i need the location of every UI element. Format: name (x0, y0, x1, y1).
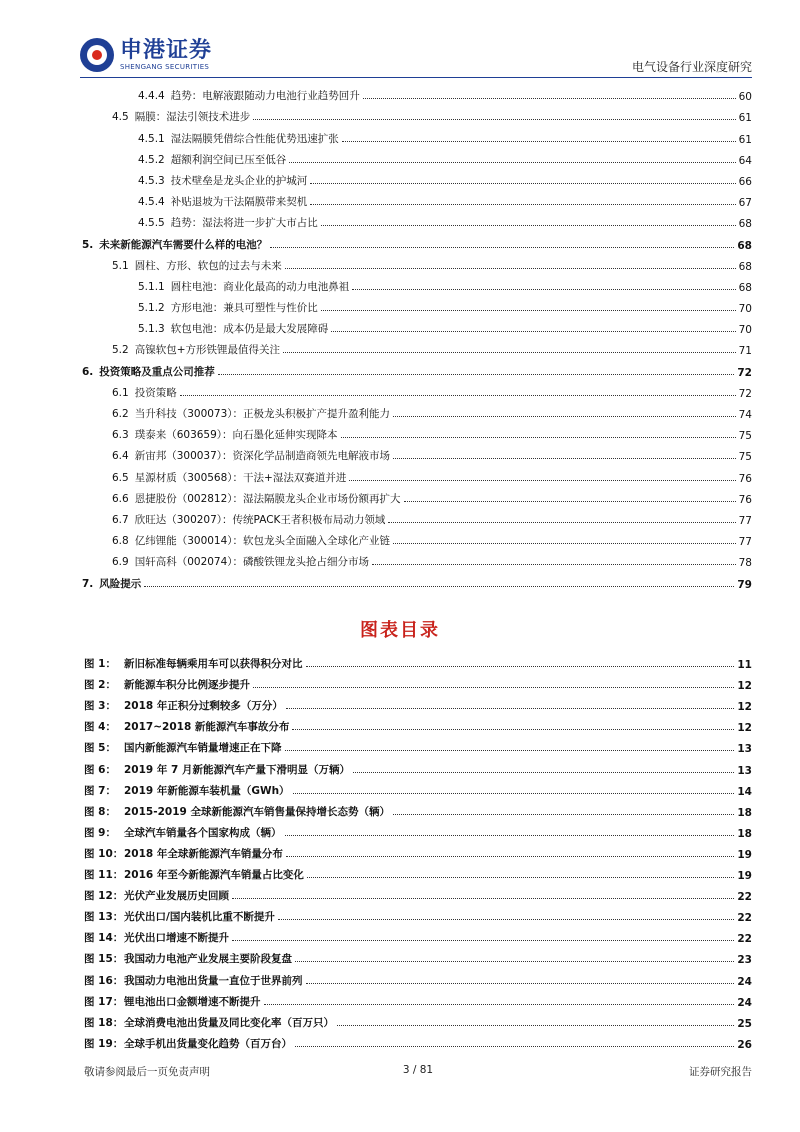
figure-number: 图 5： (84, 742, 116, 755)
figure-title: 2018 年正积分过剩较多（万分） (124, 700, 283, 713)
figure-number: 图 12： (84, 890, 124, 903)
figure-page: 13 (737, 743, 752, 756)
company-logo (80, 38, 212, 72)
toc-entry-title: 软包电池：成本仍是最大发展障碍 (170, 323, 329, 336)
toc-entry[interactable] (80, 146, 752, 167)
toc-entry-title: 技术壁垒是龙头企业的护城河 (170, 174, 308, 187)
dot-leader (285, 750, 735, 751)
toc-entry[interactable] (80, 230, 752, 251)
figure-title: 全球手机出货量变化趋势（百万台） (124, 1037, 292, 1050)
figure-page: 19 (737, 870, 752, 883)
figure-title: 2016 年至今新能源汽车销量占比变化 (124, 869, 304, 882)
figure-number: 图 14： (84, 932, 124, 945)
dot-leader (286, 708, 734, 709)
dot-leader (232, 898, 734, 899)
toc-entry-title: 高镍软包+方形铁锂最值得关注 (134, 344, 281, 357)
dot-leader (295, 1046, 734, 1047)
header-divider (80, 77, 752, 78)
figure-number: 图 7： (84, 784, 116, 797)
logo-emblem-icon (80, 38, 114, 72)
toc-entry-title: 趋势：湿法将进一步扩大市占比 (170, 217, 318, 230)
figure-number: 图 8： (84, 805, 116, 818)
report-category-title: 电气设备行业深度研究 (631, 60, 752, 74)
dot-leader (321, 310, 736, 311)
figure-entry[interactable] (84, 692, 752, 713)
toc-entry[interactable] (80, 252, 752, 273)
dot-leader (310, 183, 735, 184)
toc-entry-number: 5.1 (112, 259, 129, 272)
dot-leader (306, 666, 735, 667)
toc-entry[interactable] (80, 379, 752, 400)
dot-leader (283, 352, 736, 353)
toc-entry-number: 5.1.3 (138, 323, 165, 336)
toc-entry-page: 76 (738, 472, 752, 485)
toc-entry-title: 亿纬锂能（300014）：软包龙头全面融入全球化产业链 (134, 535, 391, 548)
toc-entry-page: 68 (737, 239, 752, 252)
toc-entry[interactable] (80, 167, 752, 188)
dot-leader (270, 247, 734, 248)
toc-entry-title: 欣旺达（300207）：传统PACK王者积极布局动力领域 (134, 513, 386, 526)
toc-entry[interactable] (80, 336, 752, 357)
toc-entry-page: 72 (737, 366, 752, 379)
figure-number: 图 18： (84, 1016, 124, 1029)
figure-page: 22 (737, 891, 752, 904)
figure-title: 全球汽车销量各个国家构成（辆） (124, 826, 282, 839)
figure-title: 全球消费电池出货量及同比变化率（百万只） (124, 1016, 334, 1029)
figure-entry[interactable] (84, 777, 752, 798)
dot-leader (352, 289, 735, 290)
dot-leader (285, 268, 736, 269)
dot-leader (285, 835, 735, 836)
dot-leader (353, 772, 734, 773)
toc-entry-title: 国轩高科（002074）：磷酸铁锂龙头抢占细分市场 (134, 556, 370, 569)
figures-heading: 图表目录 (360, 620, 440, 641)
toc-entry[interactable] (80, 357, 752, 378)
report-type: 证券研究报告 (689, 1066, 752, 1078)
toc-entry[interactable] (80, 124, 752, 145)
toc-entry-title: 隔膜：湿法引领技术进步 (134, 111, 251, 124)
dot-leader (232, 940, 734, 941)
dot-leader (295, 961, 734, 962)
figure-page: 22 (737, 912, 752, 925)
toc-entry-title: 超额利润空间已压至低谷 (170, 153, 287, 166)
figure-entry[interactable] (84, 1009, 752, 1030)
toc-entry-title: 投资策略 (134, 386, 177, 399)
dot-leader (349, 480, 735, 481)
toc-entry-title: 新宙邦（300037）：资深化学品制造商领先电解液市场 (134, 450, 391, 463)
figure-entry[interactable] (84, 924, 752, 945)
toc-entry-page: 67 (738, 197, 752, 210)
dot-leader (253, 119, 735, 120)
dot-leader (341, 437, 736, 438)
list-of-figures (84, 650, 752, 1051)
toc-entry-page: 70 (738, 303, 752, 316)
toc-entry-number: 6.8 (112, 535, 129, 548)
figure-page: 25 (737, 1017, 752, 1030)
toc-entry-number: 4.5 (112, 111, 129, 124)
toc-entry-number: 6. (82, 365, 94, 378)
toc-entry[interactable] (80, 463, 752, 484)
toc-entry-page: 64 (738, 154, 752, 167)
toc-entry-title: 方形电池：兼具可塑性与性价比 (170, 302, 318, 315)
toc-entry-title: 投资策略及重点公司推荐 (99, 365, 215, 378)
toc-entry-page: 68 (738, 281, 752, 294)
dot-leader (253, 687, 734, 688)
toc-entry[interactable] (80, 485, 752, 506)
toc-entry-number: 5.2 (112, 344, 129, 357)
figure-entry[interactable] (84, 1030, 752, 1051)
disclaimer-note: 敬请参阅最后一页免责声明 (84, 1066, 210, 1078)
table-of-contents (80, 82, 752, 591)
toc-entry-page: 76 (738, 493, 752, 506)
toc-entry-title: 当升科技（300073）：正极龙头积极扩产提升盈利能力 (134, 408, 391, 420)
toc-entry[interactable] (80, 315, 752, 336)
toc-entry-title: 湿法隔膜凭借综合性能优势迅速扩张 (170, 132, 339, 145)
figure-title: 新旧标准每辆乘用车可以获得积分对比 (124, 658, 303, 671)
toc-entry-number: 4.5.5 (138, 217, 165, 230)
figure-entry[interactable] (84, 819, 752, 840)
toc-entry-title: 璞泰来（603659）：向石墨化延伸实现降本 (134, 429, 338, 442)
figure-title: 2019 年新能源车装机量（GWh） (124, 784, 290, 797)
toc-entry-page: 78 (738, 557, 752, 570)
toc-entry-title: 风险提示 (99, 577, 142, 590)
figure-page: 13 (737, 764, 752, 777)
dot-leader (372, 564, 736, 565)
toc-entry-number: 4.5.4 (138, 196, 165, 209)
toc-entry-number: 7. (82, 577, 94, 590)
figure-title: 国内新能源汽车销量增速正在下降 (124, 742, 282, 755)
toc-entry[interactable] (80, 506, 752, 527)
toc-entry[interactable] (80, 421, 752, 442)
figure-title: 我国动力电池出货量一直位于世界前列 (124, 974, 303, 987)
figure-title: 锂电池出口金额增速不断提升 (124, 995, 261, 1008)
figure-entry[interactable] (84, 882, 752, 903)
logo-name-en: SHENGANG SECURITIES (120, 62, 210, 71)
toc-entry-number: 6.3 (112, 429, 129, 442)
dot-leader (393, 416, 736, 417)
toc-entry-number: 4.4.4 (138, 90, 165, 103)
toc-entry-page: 68 (738, 260, 752, 273)
dot-leader (306, 983, 735, 984)
figure-title: 2017~2018 新能源汽车事故分布 (124, 721, 290, 734)
dot-leader (337, 1025, 734, 1026)
toc-entry[interactable] (80, 400, 752, 421)
toc-entry-number: 6.1 (112, 386, 129, 399)
dot-leader (393, 543, 736, 544)
figure-entry[interactable] (84, 671, 752, 692)
dot-leader (180, 395, 736, 396)
toc-entry-title: 补贴退坡为干法隔膜带来契机 (170, 196, 308, 209)
figure-page: 12 (737, 701, 752, 714)
logo-name-cn: 申港证券 (120, 37, 213, 63)
toc-entry-title: 趋势：电解液跟随动力电池行业趋势回升 (170, 90, 360, 103)
toc-entry-page: 72 (738, 387, 752, 400)
toc-entry-page: 77 (738, 536, 752, 549)
figure-number: 图 9： (84, 826, 116, 839)
toc-entry-number: 6.7 (112, 513, 129, 526)
figure-title: 光伏出口/国内装机比重不断提升 (124, 911, 275, 924)
figure-page: 11 (737, 659, 752, 672)
dot-leader (278, 919, 735, 920)
figure-title: 光伏出口增速不断提升 (124, 932, 229, 945)
figure-page: 18 (737, 827, 752, 840)
dot-leader (393, 814, 734, 815)
toc-entry-number: 4.5.1 (138, 132, 165, 145)
figure-title: 新能源车积分比例逐步提升 (124, 679, 250, 692)
figure-title: 2019 年 7 月新能源汽车产量下滑明显（万辆） (124, 763, 350, 776)
toc-entry-number: 4.5.3 (138, 174, 165, 187)
toc-entry-number: 6.4 (112, 450, 129, 463)
figure-entry[interactable] (84, 903, 752, 924)
figure-page: 19 (737, 848, 752, 861)
toc-entry-title: 圆柱、方形、软包的过去与未来 (134, 259, 282, 272)
toc-entry-page: 68 (738, 218, 752, 231)
toc-entry[interactable] (80, 103, 752, 124)
toc-entry-number: 6.2 (112, 408, 129, 420)
toc-entry[interactable] (80, 569, 752, 590)
figure-number: 图 17： (84, 995, 124, 1008)
figure-number: 图 6： (84, 763, 116, 776)
figure-title: 我国动力电池产业发展主要阶段复盘 (124, 953, 292, 966)
toc-entry[interactable] (80, 273, 752, 294)
figure-entry[interactable] (84, 713, 752, 734)
toc-entry-title: 圆柱电池：商业化最高的动力电池鼻祖 (170, 280, 350, 293)
figure-number: 图 2： (84, 679, 116, 692)
toc-entry-page: 79 (737, 578, 752, 591)
dot-leader (342, 141, 736, 142)
figure-number: 图 11： (84, 869, 124, 882)
dot-leader (286, 856, 734, 857)
figure-entry[interactable] (84, 945, 752, 966)
toc-entry[interactable] (80, 294, 752, 315)
figure-page: 23 (737, 954, 752, 967)
toc-entry-page: 61 (738, 133, 752, 146)
figure-page: 26 (737, 1038, 752, 1051)
toc-entry[interactable] (80, 188, 752, 209)
toc-entry-number: 5.1.2 (138, 302, 165, 315)
figure-entry[interactable] (84, 988, 752, 1009)
figure-entry[interactable] (84, 966, 752, 987)
figure-number: 图 10： (84, 847, 124, 860)
figure-entry[interactable] (84, 798, 752, 819)
toc-entry[interactable] (80, 527, 752, 548)
toc-entry-title: 星源材质（300568）：干法+湿法双赛道并进 (134, 471, 347, 484)
figure-title: 2015-2019 全球新能源汽车销售量保持增长态势（辆） (124, 805, 390, 818)
figure-page: 14 (737, 785, 752, 798)
dot-leader (307, 877, 734, 878)
toc-entry-page: 75 (738, 430, 752, 443)
dot-leader (289, 162, 735, 163)
page-number: 3 / 81 (402, 1064, 434, 1076)
figure-page: 22 (737, 933, 752, 946)
toc-entry-number: 6.5 (112, 471, 129, 484)
toc-entry-page: 66 (738, 175, 752, 188)
toc-entry-number: 5.1.1 (138, 280, 165, 293)
dot-leader (404, 501, 736, 502)
toc-entry-page: 70 (738, 324, 752, 337)
dot-leader (264, 1004, 735, 1005)
toc-entry[interactable] (80, 548, 752, 569)
toc-entry[interactable] (80, 209, 752, 230)
figure-number: 图 1： (84, 658, 116, 671)
dot-leader (331, 331, 735, 332)
dot-leader (321, 225, 736, 226)
figure-page: 24 (737, 975, 752, 988)
figure-page: 12 (737, 680, 752, 693)
figure-entry[interactable] (84, 840, 752, 861)
figure-page: 12 (737, 722, 752, 735)
toc-entry-number: 6.9 (112, 556, 129, 569)
toc-entry[interactable] (80, 442, 752, 463)
dot-leader (363, 98, 736, 99)
toc-entry-number: 6.6 (112, 492, 129, 505)
figure-number: 图 15： (84, 953, 124, 966)
figure-entry[interactable] (84, 734, 752, 755)
toc-entry-page: 75 (738, 451, 752, 464)
toc-entry-number: 4.5.2 (138, 153, 165, 166)
figure-entry[interactable] (84, 755, 752, 776)
figure-number: 图 3： (84, 700, 116, 713)
toc-entry-page: 74 (738, 409, 752, 421)
toc-entry-page: 61 (738, 112, 752, 125)
toc-entry-title: 恩捷股份（002812）：湿法隔膜龙头企业市场份额再扩大 (134, 492, 401, 505)
dot-leader (393, 458, 736, 459)
toc-entry[interactable] (80, 82, 752, 103)
dot-leader (292, 729, 734, 730)
toc-entry-page: 60 (738, 91, 752, 104)
figure-number: 图 19： (84, 1037, 124, 1050)
toc-entry-number: 5. (82, 238, 94, 251)
toc-entry-page: 77 (738, 514, 752, 527)
figure-number: 图 13： (84, 911, 124, 924)
figure-number: 图 16： (84, 974, 124, 987)
dot-leader (293, 793, 735, 794)
dot-leader (388, 522, 735, 523)
dot-leader (310, 204, 735, 205)
figure-entry[interactable] (84, 861, 752, 882)
figure-page: 18 (737, 806, 752, 819)
toc-entry-title: 未来新能源汽车需要什么样的电池？ (99, 238, 268, 251)
figure-entry[interactable] (84, 650, 752, 671)
dot-leader (144, 586, 734, 587)
figure-number: 图 4： (84, 721, 116, 734)
toc-entry-page: 71 (738, 345, 752, 358)
figure-title: 光伏产业发展历史回顾 (124, 890, 229, 903)
dot-leader (218, 374, 735, 375)
figure-title: 2018 年全球新能源汽车销量分布 (124, 847, 283, 860)
figure-page: 24 (737, 996, 752, 1009)
